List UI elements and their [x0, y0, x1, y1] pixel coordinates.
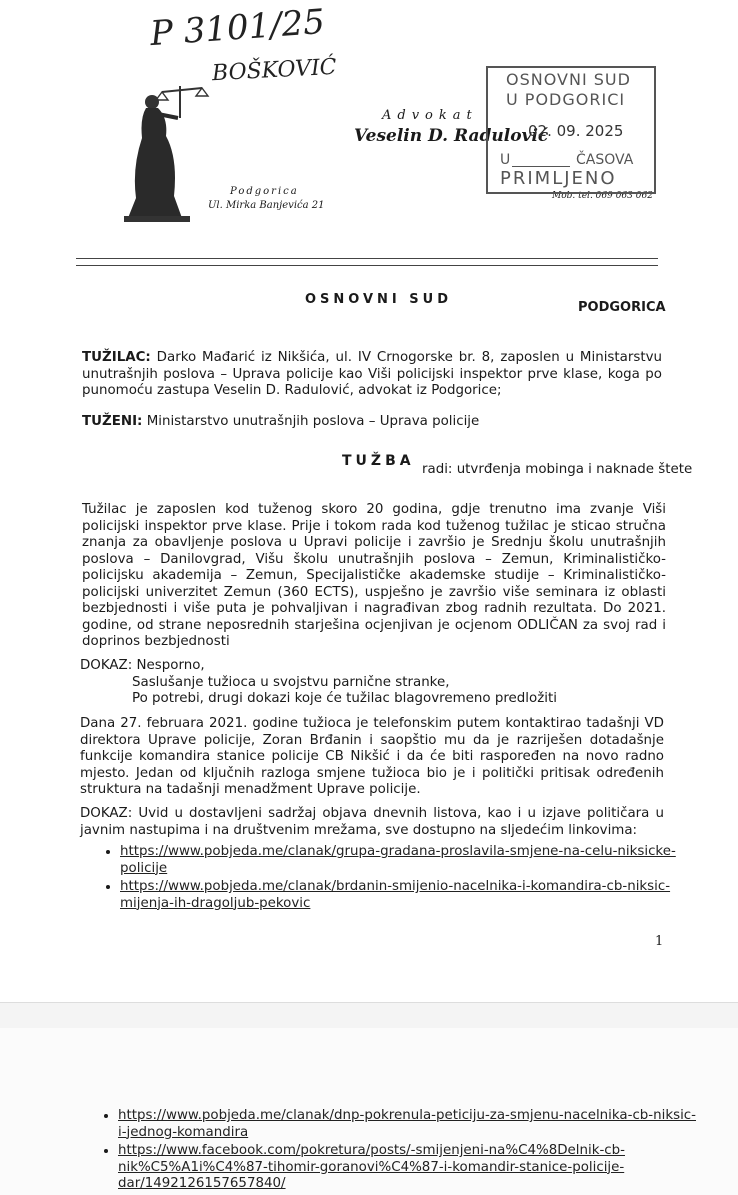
stamp-hours-label: ČASOVA [576, 152, 634, 168]
news-link[interactable]: https://www.pobjeda.me/clanak/grupa-gradana-proslavila-smjene-na-celu-niksicke-policije [120, 844, 676, 876]
plaintiff-block [82, 350, 662, 400]
stamp-line1: OSNOVNI SUD [506, 70, 631, 89]
stamp-hours-prefix: U [500, 152, 511, 168]
news-link[interactable]: https://www.pobjeda.me/clanak/brdanin-smijenio-nacelnika-i-komandira-cb-niksic-mijenja-ih-dragoljub-pekovic [120, 879, 671, 911]
evidence-1-item: Saslušanje tužioca u svojstvu parnične stranke, [132, 674, 450, 690]
defendant-block [82, 414, 662, 431]
lawsuit-subject: radi: utvrđenja mobinga i naknade štete [422, 462, 693, 477]
lawsuit-title: TUŽBA [342, 453, 415, 469]
plaintiff-label: TUŽILAC: [82, 350, 151, 365]
stamp-line2: U PODGORICI [506, 90, 626, 109]
stamp-received: PRIMLJENO [500, 168, 617, 189]
facebook-link[interactable]: https://www.facebook.com/pokretura/posts/-smijenjeni-na%C4%8Delnik-cb-nik%C5%A1i%C4%87-tihomir-goranovi%C4%87-i-komandir-stanice-policije-dar/1492126157657840/ [118, 1143, 625, 1191]
evidence-2-link-list [82, 844, 680, 914]
list-item [120, 844, 680, 877]
paragraph-employment-history: Tužilac je zaposlen kod tuženog skoro 20 godina, gdje trenutno ima zvanje Viši policijski inspektor prve klase. Prije i tokom rada kod tuženog tužilac je sticao stručna znanja za obavljenje poslova u Upravi policije i završio je Srednju školu unutrašnjih poslova – Danilovgrad, Višu školu unutrašnjih poslova – Zemun, Kriminalističko-policijsku akademija – Zemun, Specijalističke akademske studije – Kriminalističko-policijski univerzitet Zemun (360 ECTS), uspješno je završio više seminara iz oblasti bezbjednosti i više puta je pohvaljivan i nagrađivan zbog radnih rezultata. Do 2021. godine, od strane neposrednih starješina ocjenjivan je ocjenom ODLIČAN za svoj rad i doprinos bezbjednosti [82, 502, 666, 649]
court-name: OSNOVNI SUD [305, 292, 453, 307]
handwritten-name: BOŠKOVIĆ [211, 54, 338, 87]
page-separator [0, 1002, 738, 1030]
paragraph-dismissal: Dana 27. februara 2021. godine tužioca je telefonskim putem kontaktirao tadašnji VD direktora Uprave policije, Zoran Brđanin i saopštio mu da je razriješen dotadašnje funkcije komandira stanice policije CB Nikšić i da će biti raspoređen na novo radno mjesto. Jedan od ključnih razloga smjene tužioca bio je i politički pritisak određenih struktura na tadašnji menadžment Uprave policije. [80, 716, 664, 797]
defendant-label: TUŽENI: [82, 414, 143, 429]
page-number: 1 [655, 934, 664, 949]
list-item [118, 1108, 698, 1141]
letterhead-divider [76, 258, 658, 266]
evidence-2-label: DOKAZ: [80, 806, 133, 821]
evidence-1-item: Nesporno, [136, 658, 205, 673]
news-link[interactable]: https://www.pobjeda.me/clanak/dnp-pokrenula-peticiju-za-smjenu-nacelnika-cb-niksic-i-jednog-komandira [118, 1108, 696, 1140]
lawyer-title: Advokat [382, 108, 478, 123]
lawyer-address: Ul. Mirka Banjevića 21 [208, 200, 325, 211]
lawyer-name: Veselin D. Radulović [354, 126, 549, 146]
next-page-link-list [80, 1108, 698, 1195]
evidence-1-label: DOKAZ: [80, 658, 133, 673]
lawyer-phone: Mob. tel. 069 063 062 [552, 191, 653, 201]
list-item [118, 1143, 698, 1193]
evidence-block-1 [80, 658, 640, 708]
plaintiff-text: Darko Mađarić iz Nikšića, ul. IV Crnogorske br. 8, zaposlen u Ministarstvu unutrašnjih poslova – Uprava policije kao Viši policijski inspektor prve klase, koga po punomoću zastupa Veselin D. Radulović, advokat iz Podgorice; [82, 350, 662, 398]
defendant-text: Ministarstvo unutrašnjih poslova – Uprava policije [146, 414, 480, 429]
lawyer-city: Podgorica [230, 186, 299, 197]
document-page-2 [0, 1028, 738, 1195]
stamp-date: 02. 09. 2025 [528, 122, 624, 140]
list-item [120, 879, 680, 912]
stamp-hours-line [512, 166, 570, 167]
court-city: PODGORICA [578, 300, 666, 315]
evidence-1-item: Po potrebi, drugi dokazi koje će tužilac blagovremeno predložiti [132, 691, 557, 706]
evidence-block-2 [80, 806, 664, 839]
evidence-2-text: Uvid u dostavljeni sadržaj objava dnevnih listova, kao i u izjave političara u javnim nastupima i na društvenim mrežama, sve dostupno na sljedećim linkovima: [80, 806, 664, 838]
handwritten-case-number: P 3101/25 [148, 1, 327, 55]
court-receipt-stamp [486, 66, 656, 194]
lady-justice-logo [122, 78, 212, 223]
